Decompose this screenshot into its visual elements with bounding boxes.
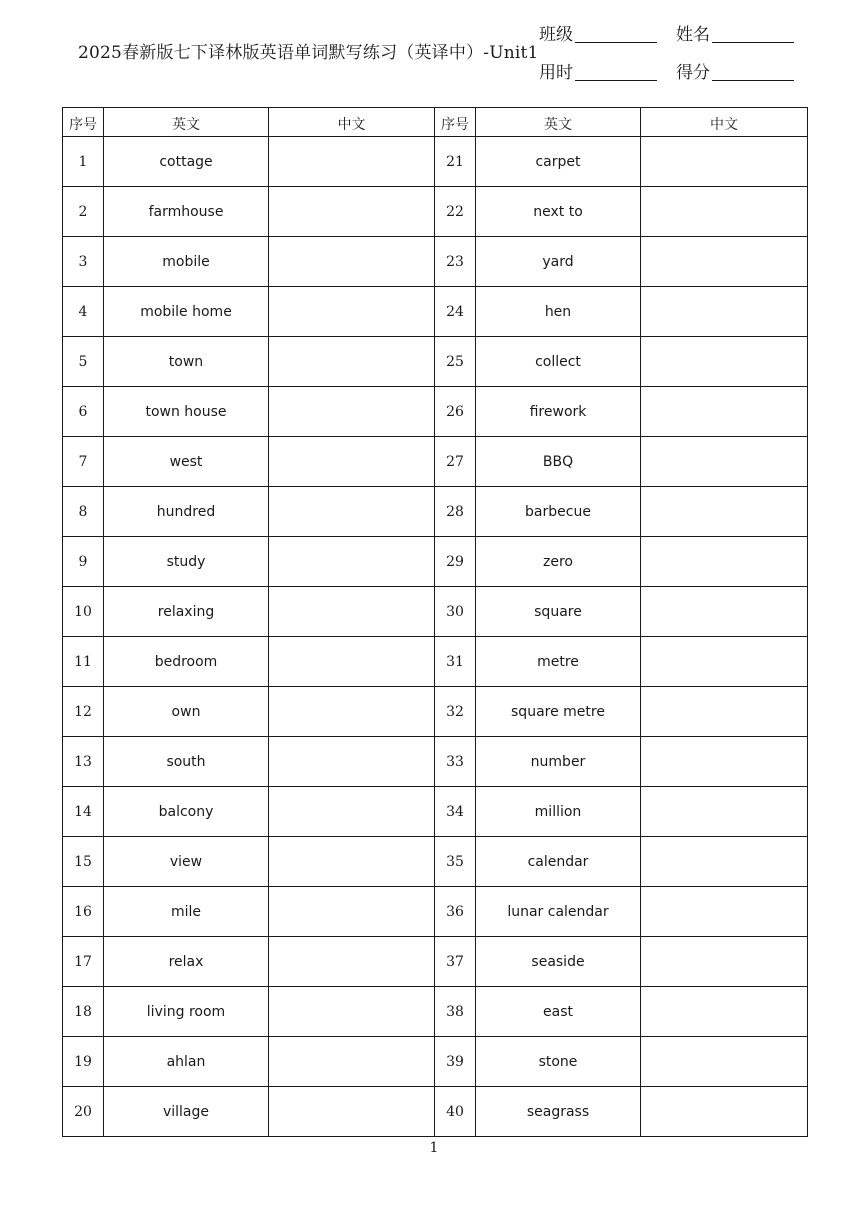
item-number: 10 bbox=[63, 587, 104, 637]
english-word: calendar bbox=[476, 837, 641, 887]
table-row bbox=[63, 137, 808, 187]
chinese-answer-cell[interactable] bbox=[641, 287, 808, 337]
english-word: square bbox=[476, 587, 641, 637]
item-number: 6 bbox=[63, 387, 104, 437]
english-word: ahlan bbox=[104, 1037, 269, 1087]
english-word: square metre bbox=[476, 687, 641, 737]
time-label: 用时 bbox=[539, 63, 573, 83]
chinese-answer-cell[interactable] bbox=[269, 237, 435, 287]
chinese-answer-cell[interactable] bbox=[641, 837, 808, 887]
chinese-answer-cell[interactable] bbox=[641, 637, 808, 687]
item-number: 24 bbox=[435, 287, 476, 337]
english-word: east bbox=[476, 987, 641, 1037]
table-row bbox=[63, 787, 808, 837]
item-number: 29 bbox=[435, 537, 476, 587]
chinese-answer-cell[interactable] bbox=[641, 537, 808, 587]
chinese-answer-cell[interactable] bbox=[269, 687, 435, 737]
item-number: 34 bbox=[435, 787, 476, 837]
chinese-answer-cell[interactable] bbox=[269, 1087, 435, 1137]
item-number: 8 bbox=[63, 487, 104, 537]
vocabulary-table bbox=[62, 107, 808, 1137]
table-row bbox=[63, 287, 808, 337]
score-field bbox=[676, 58, 794, 83]
english-word: mobile bbox=[104, 237, 269, 287]
english-word: collect bbox=[476, 337, 641, 387]
table-row bbox=[63, 437, 808, 487]
chinese-answer-cell[interactable] bbox=[269, 287, 435, 337]
chinese-answer-cell[interactable] bbox=[269, 887, 435, 937]
table-body bbox=[63, 137, 808, 1137]
chinese-answer-cell[interactable] bbox=[269, 987, 435, 1037]
chinese-answer-cell[interactable] bbox=[641, 387, 808, 437]
english-word: relaxing bbox=[104, 587, 269, 637]
chinese-answer-cell[interactable] bbox=[269, 637, 435, 687]
chinese-answer-cell[interactable] bbox=[641, 187, 808, 237]
item-number: 1 bbox=[63, 137, 104, 187]
english-word: stone bbox=[476, 1037, 641, 1087]
chinese-answer-cell[interactable] bbox=[641, 137, 808, 187]
header-english-left: 英文 bbox=[104, 108, 269, 137]
item-number: 28 bbox=[435, 487, 476, 537]
chinese-answer-cell[interactable] bbox=[641, 737, 808, 787]
chinese-answer-cell[interactable] bbox=[641, 987, 808, 1037]
item-number: 22 bbox=[435, 187, 476, 237]
chinese-answer-cell[interactable] bbox=[641, 587, 808, 637]
item-number: 4 bbox=[63, 287, 104, 337]
item-number: 20 bbox=[63, 1087, 104, 1137]
table-row bbox=[63, 587, 808, 637]
item-number: 32 bbox=[435, 687, 476, 737]
item-number: 2 bbox=[63, 187, 104, 237]
english-word: BBQ bbox=[476, 437, 641, 487]
name-blank[interactable] bbox=[712, 26, 794, 43]
table-row bbox=[63, 337, 808, 387]
chinese-answer-cell[interactable] bbox=[641, 687, 808, 737]
table-row bbox=[63, 837, 808, 887]
english-word: firework bbox=[476, 387, 641, 437]
table-row bbox=[63, 987, 808, 1037]
item-number: 7 bbox=[63, 437, 104, 487]
item-number: 9 bbox=[63, 537, 104, 587]
item-number: 27 bbox=[435, 437, 476, 487]
chinese-answer-cell[interactable] bbox=[269, 787, 435, 837]
table-row bbox=[63, 737, 808, 787]
item-number: 23 bbox=[435, 237, 476, 287]
chinese-answer-cell[interactable] bbox=[269, 537, 435, 587]
item-number: 36 bbox=[435, 887, 476, 937]
english-word: seaside bbox=[476, 937, 641, 987]
table-row bbox=[63, 1087, 808, 1137]
item-number: 18 bbox=[63, 987, 104, 1037]
table-row bbox=[63, 887, 808, 937]
name-field bbox=[676, 20, 794, 45]
chinese-answer-cell[interactable] bbox=[641, 1087, 808, 1137]
english-word: zero bbox=[476, 537, 641, 587]
chinese-answer-cell[interactable] bbox=[269, 137, 435, 187]
item-number: 25 bbox=[435, 337, 476, 387]
english-word: yard bbox=[476, 237, 641, 287]
english-word: number bbox=[476, 737, 641, 787]
item-number: 15 bbox=[63, 837, 104, 887]
english-word: balcony bbox=[104, 787, 269, 837]
english-word: next to bbox=[476, 187, 641, 237]
score-blank[interactable] bbox=[712, 64, 794, 81]
english-word: town house bbox=[104, 387, 269, 437]
time-blank[interactable] bbox=[575, 64, 657, 81]
chinese-answer-cell[interactable] bbox=[269, 1037, 435, 1087]
english-word: mobile home bbox=[104, 287, 269, 337]
english-word: farmhouse bbox=[104, 187, 269, 237]
english-word: hundred bbox=[104, 487, 269, 537]
chinese-answer-cell[interactable] bbox=[641, 237, 808, 287]
item-number: 31 bbox=[435, 637, 476, 687]
english-word: seagrass bbox=[476, 1087, 641, 1137]
header-number-left: 序号 bbox=[63, 108, 104, 137]
item-number: 40 bbox=[435, 1087, 476, 1137]
item-number: 3 bbox=[63, 237, 104, 287]
chinese-answer-cell[interactable] bbox=[641, 887, 808, 937]
english-word: view bbox=[104, 837, 269, 887]
english-word: lunar calendar bbox=[476, 887, 641, 937]
chinese-answer-cell[interactable] bbox=[641, 787, 808, 837]
table-row bbox=[63, 1037, 808, 1087]
chinese-answer-cell[interactable] bbox=[641, 937, 808, 987]
english-word: village bbox=[104, 1087, 269, 1137]
item-number: 39 bbox=[435, 1037, 476, 1087]
item-number: 33 bbox=[435, 737, 476, 787]
english-word: cottage bbox=[104, 137, 269, 187]
header-chinese-right: 中文 bbox=[641, 108, 808, 137]
english-word: million bbox=[476, 787, 641, 837]
class-blank[interactable] bbox=[575, 26, 657, 43]
chinese-answer-cell[interactable] bbox=[269, 337, 435, 387]
english-word: bedroom bbox=[104, 637, 269, 687]
item-number: 12 bbox=[63, 687, 104, 737]
english-word: living room bbox=[104, 987, 269, 1037]
score-label: 得分 bbox=[676, 63, 710, 83]
english-word: barbecue bbox=[476, 487, 641, 537]
item-number: 35 bbox=[435, 837, 476, 887]
item-number: 16 bbox=[63, 887, 104, 937]
item-number: 5 bbox=[63, 337, 104, 387]
chinese-answer-cell[interactable] bbox=[269, 737, 435, 787]
table-row bbox=[63, 537, 808, 587]
chinese-answer-cell[interactable] bbox=[269, 587, 435, 637]
chinese-answer-cell[interactable] bbox=[641, 437, 808, 487]
english-word: own bbox=[104, 687, 269, 737]
header-english-right: 英文 bbox=[476, 108, 641, 137]
chinese-answer-cell[interactable] bbox=[641, 1037, 808, 1087]
item-number: 37 bbox=[435, 937, 476, 987]
table-row bbox=[63, 487, 808, 537]
class-field bbox=[539, 20, 657, 45]
header-chinese-left: 中文 bbox=[269, 108, 435, 137]
header-number-right: 序号 bbox=[435, 108, 476, 137]
english-word: carpet bbox=[476, 137, 641, 187]
item-number: 14 bbox=[63, 787, 104, 837]
table-row bbox=[63, 387, 808, 437]
table-row bbox=[63, 937, 808, 987]
chinese-answer-cell[interactable] bbox=[641, 487, 808, 537]
item-number: 19 bbox=[63, 1037, 104, 1087]
english-word: south bbox=[104, 737, 269, 787]
item-number: 13 bbox=[63, 737, 104, 787]
english-word: study bbox=[104, 537, 269, 587]
item-number: 30 bbox=[435, 587, 476, 637]
english-word: mile bbox=[104, 887, 269, 937]
name-label: 姓名 bbox=[676, 25, 710, 45]
table-row bbox=[63, 637, 808, 687]
time-field bbox=[539, 58, 657, 83]
english-word: metre bbox=[476, 637, 641, 687]
document-title: 2025春新版七下译林版英语单词默写练习（英译中）-Unit1 bbox=[78, 43, 539, 63]
chinese-answer-cell[interactable] bbox=[269, 487, 435, 537]
english-word: west bbox=[104, 437, 269, 487]
class-label: 班级 bbox=[539, 25, 573, 45]
chinese-answer-cell[interactable] bbox=[641, 337, 808, 387]
chinese-answer-cell[interactable] bbox=[269, 437, 435, 487]
chinese-answer-cell[interactable] bbox=[269, 387, 435, 437]
table-row bbox=[63, 187, 808, 237]
table-header-row bbox=[63, 108, 808, 137]
chinese-answer-cell[interactable] bbox=[269, 937, 435, 987]
table-row bbox=[63, 237, 808, 287]
item-number: 17 bbox=[63, 937, 104, 987]
item-number: 11 bbox=[63, 637, 104, 687]
english-word: town bbox=[104, 337, 269, 387]
item-number: 21 bbox=[435, 137, 476, 187]
page-number: 1 bbox=[429, 1140, 439, 1156]
english-word: hen bbox=[476, 287, 641, 337]
table-row bbox=[63, 687, 808, 737]
english-word: relax bbox=[104, 937, 269, 987]
item-number: 38 bbox=[435, 987, 476, 1037]
chinese-answer-cell[interactable] bbox=[269, 837, 435, 887]
chinese-answer-cell[interactable] bbox=[269, 187, 435, 237]
item-number: 26 bbox=[435, 387, 476, 437]
